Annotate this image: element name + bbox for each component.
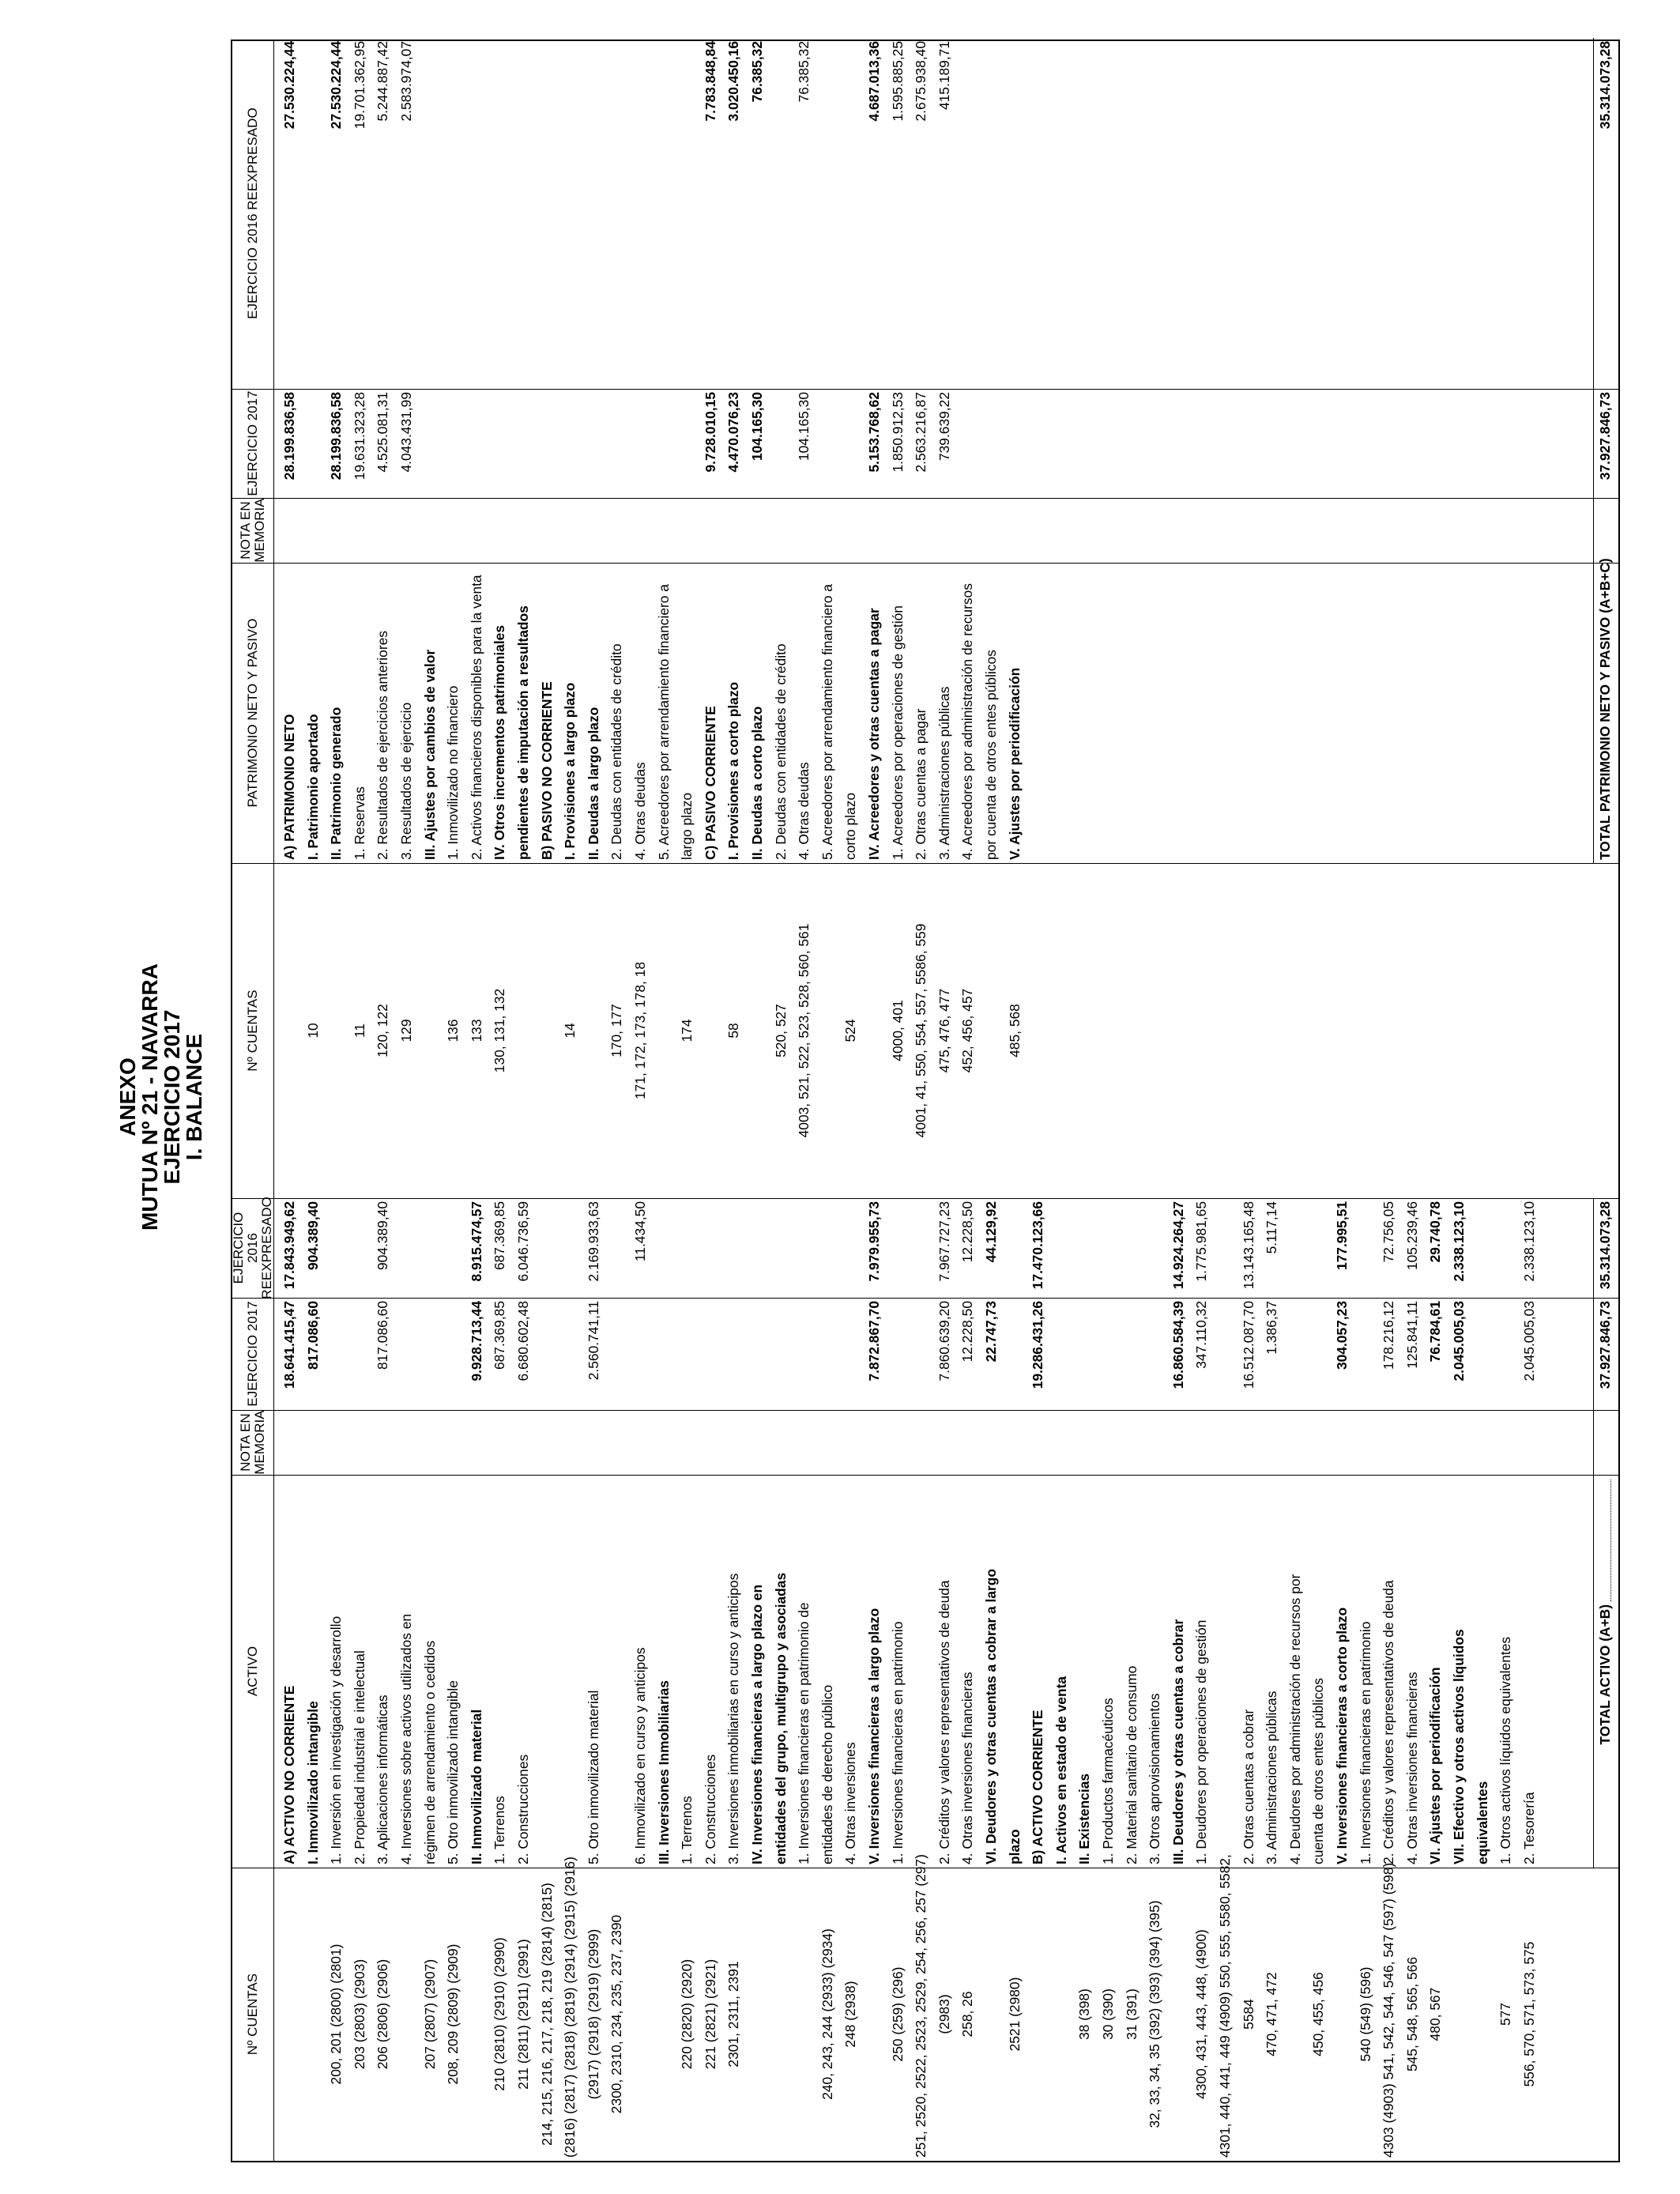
activo-row-v2017: 9.928.713,44	[468, 1301, 484, 1382]
activo-header-2016: EJERCICIO 2016 REEXPRESADO	[231, 1197, 274, 1299]
header-line-4: I. BALANCE	[182, 1033, 206, 1161]
activo-row-cuentas: 4301, 440, 441, 449 (4909) 550, 555, 5580, 5582,	[1217, 1854, 1233, 2158]
pasivo-total-label: TOTAL PATRIMONIO NETO Y PASIVO (A+B+C)	[1597, 558, 1613, 860]
activo-row-cuentas: 2521 (2980)	[1006, 1977, 1023, 2052]
activo-row-cuentas: 4303 (4903) 541, 542, 544, 546, 547 (597) (598)	[1381, 1862, 1397, 2158]
activo-row-v2017: 7.872.867,70	[866, 1301, 882, 1382]
activo-row-v2017: 817.086,60	[304, 1301, 321, 1370]
activo-row-cuentas: 470, 471, 472	[1264, 1972, 1280, 2056]
pasivo-row-v2016: 7.783.848,84	[702, 41, 718, 122]
pasivo-row-cuentas: 10	[304, 1023, 321, 1039]
pasivo-row-v2016: 415.189,71	[936, 41, 952, 111]
activo-row-concepto: IV. Inversiones financieras a largo plazo en	[749, 1584, 765, 1864]
pasivo-row-v2017: 5.153.768,62	[866, 392, 882, 473]
pasivo-row-concepto: 4. Otras deudas	[632, 762, 648, 860]
activo-row-cuentas: (2816) (2817) (2818) (2819) (2914) (2915) (2916)	[562, 1857, 578, 2158]
activo-row-v2017: 12.228,50	[959, 1301, 976, 1363]
header-row-line	[273, 41, 274, 2161]
pasivo-row-cuentas: 11	[351, 1023, 367, 1039]
pasivo-row-concepto: 1. Inmovilizado no financiero	[445, 685, 461, 860]
activo-row-cuentas: 208, 209 (2809) (2909)	[445, 1943, 461, 2085]
activo-row-cuentas: 214, 215, 216, 217, 218, 219 (2814) (2815)	[538, 1883, 555, 2146]
activo-row-v2017: 178.216,12	[1381, 1301, 1397, 1370]
activo-header-concepto: ACTIVO	[245, 1646, 260, 1697]
activo-row-cuentas: 545, 548, 565, 566	[1403, 1956, 1420, 2072]
activo-row-v2017: 347.110,32	[1193, 1301, 1210, 1369]
pasivo-header-2017: EJERCICIO 2017	[245, 390, 260, 496]
activo-row-cuentas: 258, 26	[959, 1991, 976, 2038]
pasivo-row-cuentas: 452, 456, 457	[959, 988, 976, 1073]
pasivo-total-2017: 37.927.846,73	[1597, 392, 1613, 481]
activo-row-concepto: régimen de arrendamiento o cedidos	[421, 1640, 438, 1864]
activo-row-v2017: 304.057,23	[1334, 1301, 1350, 1370]
pasivo-row-v2016: 1.595.885,25	[889, 41, 906, 122]
activo-row-cuentas: 250 (259) (296)	[889, 1966, 906, 2062]
pasivo-row-cuentas: 485, 568	[1006, 1004, 1023, 1057]
pasivo-row-concepto: por cuenta de otros entes públicos	[983, 650, 999, 860]
header-line-1: ANEXO	[115, 1057, 140, 1137]
pasivo-row-concepto: 2. Deudas con entidades de crédito	[608, 643, 625, 860]
pasivo-row-concepto: 2. Resultados de ejercicios anteriores	[375, 631, 391, 860]
pasivo-row-cuentas: 4000, 401	[889, 1000, 906, 1061]
activo-row-concepto: plazo	[1006, 1829, 1023, 1864]
activo-row-v2016: 8.915.474,57	[468, 1201, 484, 1282]
pasivo-row-concepto: IV. Otros incrementos patrimoniales	[492, 624, 508, 860]
pasivo-row-cuentas: 58	[725, 1023, 742, 1039]
activo-row-v2016: 7.979.955,73	[866, 1201, 882, 1282]
pasivo-row-concepto: 4. Acreedores por administración de recursos	[959, 583, 976, 860]
activo-row-concepto: entidades de derecho público	[819, 1684, 835, 1864]
activo-row-concepto: 2. Otras cuentas a cobrar	[1240, 1709, 1256, 1864]
activo-row-concepto: I. Inmovilizado intangible	[304, 1701, 321, 1864]
activo-row-v2017: 6.680.602,48	[515, 1301, 531, 1382]
activo-row-v2017: 22.747,73	[983, 1301, 999, 1363]
activo-row-cuentas: 577	[1497, 2003, 1514, 2026]
activo-row-v2016: 2.169.933,63	[585, 1201, 601, 1282]
activo-row-concepto: 4. Otras inversiones financieras	[1403, 1672, 1420, 1864]
activo-row-concepto: 4. Inversiones sobre activos utilizados en	[398, 1613, 414, 1864]
pasivo-row-v2016: 27.530.224,44	[328, 41, 345, 130]
activo-row-concepto: II. Inmovilizado material	[468, 1709, 484, 1864]
activo-row-concepto: III. Deudores y otras cuentas a cobrar	[1170, 1619, 1186, 1864]
pasivo-row-v2017: 104.165,30	[749, 392, 765, 462]
activo-row-v2017: 2.560.741,11	[585, 1301, 601, 1381]
activo-row-concepto: 4. Deudores por administración de recursos por	[1286, 1574, 1303, 1864]
pasivo-row-v2016: 2.675.938,40	[913, 41, 929, 122]
pasivo-row-concepto: I. Provisiones a largo plazo	[562, 682, 578, 860]
activo-row-v2016: 12.228,50	[959, 1201, 976, 1263]
pasivo-row-concepto: 2. Deudas con entidades de crédito	[772, 643, 789, 860]
pasivo-row-concepto: I. Provisiones a corto plazo	[725, 681, 742, 860]
pasivo-row-concepto: III. Ajustes por cambios de valor	[421, 649, 438, 860]
activo-row-concepto: 1. Terrenos	[492, 1796, 508, 1864]
pasivo-header-cuentas: Nº CUENTAS	[245, 990, 260, 1072]
activo-row-cuentas: 556, 570, 571, 573, 575	[1520, 1941, 1537, 2087]
activo-row-v2016: 44.129,92	[983, 1201, 999, 1263]
activo-row-cuentas: 211 (2811) (2911) (2991)	[515, 1939, 531, 2090]
pasivo-row-concepto: 4. Otras deudas	[796, 762, 812, 860]
pasivo-row-v2016: 2.583.974,07	[398, 41, 414, 122]
activo-row-cuentas: 5584	[1240, 1999, 1256, 2030]
activo-row-v2017: 125.841,11	[1403, 1301, 1420, 1369]
activo-row-cuentas: 210 (2810) (2910) (2990)	[492, 1937, 508, 2091]
activo-total-2016: 35.314.073,28	[1597, 1201, 1613, 1290]
activo-nota-col	[232, 1410, 1618, 1475]
activo-row-concepto: 3. Inversiones inmobiliarias en curso y anticipos	[725, 1573, 742, 1864]
activo-row-cuentas: (2917) (2918) (2919) (2999)	[585, 1928, 601, 2100]
activo-row-cuentas: 248 (2938)	[842, 1981, 859, 2048]
activo-row-cuentas: 480, 567	[1427, 1987, 1444, 2041]
pasivo-row-concepto: A) PATRIMONIO NETO	[281, 714, 297, 860]
activo-header-2017: EJERCICIO 2017	[245, 1301, 260, 1407]
activo-total-label: TOTAL ACTIVO (A+B)	[1597, 1604, 1613, 1745]
pasivo-row-cuentas: 130, 131, 132	[492, 988, 508, 1073]
activo-row-cuentas: 2301, 2311, 2391	[725, 1961, 742, 2068]
balance-table	[231, 40, 1620, 2162]
activo-row-concepto: 6. Inmovilizado en curso y anticipos	[632, 1647, 648, 1864]
activo-row-concepto: 3. Aplicaciones informáticas	[375, 1695, 391, 1864]
activo-row-concepto: 1. Inversiones financieras en patrimonio	[1357, 1621, 1373, 1864]
activo-row-v2017: 7.860.639,20	[936, 1301, 952, 1382]
activo-row-concepto: 2. Construcciones	[515, 1754, 531, 1864]
activo-row-v2017: 2.045.005,03	[1520, 1301, 1537, 1382]
activo-row-v2017: 19.286.431,26	[1030, 1301, 1046, 1389]
pasivo-row-v2017: 2.563.216,87	[913, 392, 929, 473]
activo-row-v2016: 6.046.736,59	[515, 1201, 531, 1282]
pasivo-row-cuentas: 120, 122	[375, 1004, 391, 1057]
activo-row-v2016: 1.775.981,65	[1193, 1201, 1210, 1282]
activo-row-v2016: 17.470.123,66	[1030, 1201, 1046, 1290]
pasivo-row-cuentas: 520, 527	[772, 1004, 789, 1057]
activo-row-cuentas: 220 (2820) (2920)	[679, 1958, 695, 2070]
activo-row-concepto: B) ACTIVO CORRIENTE	[1030, 1710, 1046, 1864]
activo-row-concepto: VII. Efectivo y otros activos líquidos	[1451, 1629, 1467, 1864]
pasivo-row-cuentas: 129	[398, 1019, 414, 1042]
pasivo-row-concepto: IV. Acreedores y otras cuentas a pagar	[866, 608, 882, 860]
pasivo-header-2016: EJERCICIO 2016 REEXPRESADO	[245, 107, 260, 319]
pasivo-row-concepto: II. Patrimonio generado	[328, 707, 345, 860]
activo-row-concepto: 3. Administraciones públicas	[1264, 1691, 1280, 1864]
pasivo-row-v2016: 76.385,32	[749, 41, 765, 103]
pasivo-row-v2016: 27.530.224,44	[281, 41, 297, 130]
pasivo-row-cuentas: 4001, 41, 550, 554, 557, 5586, 559	[913, 923, 929, 1138]
activo-row-concepto: V. Inversiones financieras a largo plazo	[866, 1608, 882, 1864]
pasivo-row-v2017: 4.043.431,99	[398, 392, 414, 473]
activo-row-concepto: 2. Créditos y valores representativos de deuda	[936, 1580, 952, 1864]
pasivo-row-v2016: 76.385,32	[796, 41, 812, 103]
activo-row-concepto: III. Inversiones Inmobiliarias	[655, 1680, 672, 1864]
pasivo-row-concepto: corto plazo	[842, 792, 859, 860]
activo-row-v2016: 29.740,78	[1427, 1201, 1444, 1263]
activo-row-concepto: 1. Inversión en investigación y desarrollo	[328, 1615, 345, 1864]
pasivo-row-concepto: V. Ajustes por periodificación	[1006, 667, 1023, 860]
activo-row-cuentas: 200, 201 (2800) (2801)	[328, 1943, 345, 2085]
pasivo-row-concepto: 3. Resultados de ejercicio	[398, 702, 414, 860]
activo-row-cuentas: 221 (2821) (2921)	[702, 1958, 718, 2070]
pasivo-row-v2016: 3.020.450,16	[725, 41, 742, 122]
activo-row-concepto: 2. Créditos y valores representativos de deuda	[1381, 1580, 1397, 1864]
pasivo-row-concepto: 1. Reservas	[351, 786, 367, 860]
activo-row-concepto: I. Activos en estado de venta	[1053, 1676, 1069, 1864]
pasivo-row-concepto: I. Patrimonio aportado	[304, 714, 321, 860]
document-header	[117, 0, 205, 2194]
pasivo-row-v2016: 19.701.362,95	[351, 41, 367, 130]
activo-row-concepto: A) ACTIVO NO CORRIENTE	[281, 1685, 297, 1864]
pasivo-row-concepto: 1. Acreedores por operaciones de gestión	[889, 605, 906, 860]
pasivo-row-cuentas: 136	[445, 1019, 461, 1042]
activo-row-v2016: 105.239,46	[1403, 1201, 1420, 1271]
activo-header-nota: NOTA EN MEMORIA	[238, 1410, 267, 1475]
activo-row-concepto: equivalentes	[1474, 1781, 1490, 1864]
activo-row-cuentas: 32, 33, 34, 35 (392) (393) (394) (395)	[1147, 1900, 1163, 2128]
activo-row-cuentas: 240, 243, 244 (2933) (2934)	[819, 1928, 835, 2100]
pasivo-row-concepto: II. Deudas a corto plazo	[749, 706, 765, 860]
activo-row-v2016: 72.756,05	[1381, 1201, 1397, 1263]
pasivo-row-v2017: 4.525.081,31	[375, 392, 391, 473]
activo-header-cuentas: Nº CUENTAS	[245, 1973, 260, 2056]
activo-row-v2017: 76.784,61	[1427, 1301, 1444, 1363]
activo-row-v2017: 16.512.087,70	[1240, 1301, 1256, 1389]
pasivo-row-concepto: 3. Administraciones públicas	[936, 686, 952, 860]
pasivo-row-v2017: 104.165,30	[796, 392, 812, 462]
pasivo-row-v2017: 4.470.076,23	[725, 392, 742, 473]
activo-row-concepto: VI. Deudores y otras cuentas a cobrar a largo	[983, 1568, 999, 1864]
activo-row-cuentas: 251, 2520, 2522, 2523, 2529, 254, 256, 257 (297)	[913, 1854, 929, 2158]
activo-row-v2016: 7.967.727,23	[936, 1201, 952, 1282]
pasivo-row-concepto: 2. Otras cuentas a pagar	[913, 708, 929, 860]
pasivo-row-v2017: 1.850.912,53	[889, 392, 906, 473]
pasivo-row-concepto: largo plazo	[679, 792, 695, 860]
pasivo-row-v2016: 5.244.887,42	[375, 41, 391, 122]
pasivo-row-concepto: 5. Acreedores por arrendamiento financiero a	[655, 584, 672, 860]
activo-row-v2017: 16.860.584,39	[1170, 1301, 1186, 1389]
activo-row-concepto: 1. Inversiones financieras en patrimonio	[889, 1621, 906, 1864]
activo-total-leader	[1610, 1480, 1611, 1601]
pasivo-row-cuentas: 133	[468, 1019, 484, 1042]
activo-row-v2016: 2.338.123,10	[1451, 1201, 1467, 1282]
activo-row-concepto: 5. Otro inmovilizado material	[585, 1690, 601, 1864]
pasivo-row-cuentas: 171, 172, 173, 178, 18	[632, 961, 648, 1100]
activo-row-cuentas: 203 (2803) (2903)	[351, 1958, 367, 2070]
activo-row-concepto: II. Existencias	[1076, 1773, 1093, 1864]
pasivo-row-cuentas: 174	[679, 1019, 695, 1042]
pasivo-total-rule	[1593, 38, 1594, 863]
activo-row-concepto: VI. Ajustes por periodificación	[1427, 1667, 1444, 1864]
pasivo-row-concepto: C) PASIVO CORRIENTE	[702, 706, 718, 860]
activo-row-concepto: 4. Otras inversiones financieras	[959, 1672, 976, 1864]
activo-row-v2017: 2.045.005,03	[1451, 1301, 1467, 1382]
pasivo-row-cuentas: 170, 177	[608, 1004, 625, 1057]
activo-row-concepto: 1. Deudores por operaciones de gestión	[1193, 1619, 1210, 1864]
activo-total-2017: 37.927.846,73	[1597, 1301, 1613, 1389]
pasivo-row-concepto: II. Deudas a largo plazo	[585, 707, 601, 860]
activo-row-concepto: V. Inversiones financieras a corto plazo	[1334, 1607, 1350, 1864]
activo-row-cuentas: (2983)	[936, 1994, 952, 2034]
pasivo-header-nota: NOTA EN MEMORIA	[238, 498, 267, 563]
pasivo-row-cuentas: 524	[842, 1019, 859, 1042]
pasivo-row-v2017: 9.728.010,15	[702, 392, 718, 473]
activo-row-concepto: 1. Productos farmacéuticos	[1100, 1698, 1116, 1864]
pasivo-row-v2017: 739.639,22	[936, 392, 952, 462]
activo-row-v2016: 11.434,50	[632, 1201, 648, 1262]
pasivo-row-v2017: 28.199.836,58	[328, 392, 345, 481]
activo-row-v2017: 687.369,85	[492, 1301, 508, 1370]
pasivo-nota-col	[232, 498, 1618, 563]
activo-row-concepto: 3. Otros aprovisionamientos	[1147, 1693, 1163, 1864]
activo-row-v2017: 1.386,37	[1264, 1301, 1280, 1355]
activo-row-cuentas: 207 (2807) (2907)	[421, 1958, 438, 2070]
pasivo-row-cuentas: 14	[562, 1023, 578, 1039]
activo-row-cuentas: 540 (549) (596)	[1357, 1966, 1373, 2062]
activo-row-concepto: 2. Material sanitario de consumo	[1123, 1665, 1139, 1864]
activo-row-cuentas: 31 (391)	[1123, 1989, 1139, 2040]
activo-total-rule	[1593, 1198, 1594, 1868]
activo-row-v2017: 817.086,60	[375, 1301, 391, 1370]
activo-row-v2016: 2.338.123,10	[1520, 1201, 1537, 1282]
pasivo-row-v2017: 19.631.323,28	[351, 392, 367, 481]
header-line-3: EJERCICIO 2017	[160, 1009, 184, 1185]
activo-row-v2017: 18.641.415,47	[281, 1301, 297, 1389]
activo-row-concepto: 2. Tesorería	[1520, 1792, 1537, 1864]
activo-row-cuentas: 2300, 2310, 234, 235, 237, 2390	[608, 1914, 625, 2114]
activo-row-concepto: 2. Construcciones	[702, 1754, 718, 1864]
pasivo-row-cuentas: 4003, 521, 522, 523, 528, 560, 561	[796, 923, 812, 1138]
pasivo-row-concepto: 5. Acreedores por arrendamiento financiero a	[819, 584, 835, 860]
activo-row-concepto: 1. Inversiones financieras en patrimonio de	[796, 1602, 812, 1864]
activo-row-concepto: entidades del grupo, multigrupo y asociadas	[772, 1572, 789, 1864]
activo-row-v2016: 5.117,14	[1264, 1201, 1280, 1254]
activo-row-v2016: 14.924.264,27	[1170, 1201, 1186, 1290]
activo-row-cuentas: 206 (2806) (2906)	[375, 1958, 391, 2070]
activo-row-cuentas: 4300, 431, 443, 448, (4900)	[1193, 1929, 1210, 2099]
pasivo-total-2016: 35.314.073,28	[1597, 41, 1613, 130]
activo-row-v2016: 904.389,40	[304, 1201, 321, 1271]
header-line-2: MUTUA Nº 21 - NAVARRA	[137, 963, 162, 1231]
activo-row-cuentas: 38 (398)	[1076, 1989, 1093, 2040]
activo-row-v2016: 904.389,40	[375, 1201, 391, 1271]
pasivo-row-v2017: 28.199.836,58	[281, 392, 297, 481]
activo-row-cuentas: 450, 455, 456	[1310, 1972, 1327, 2056]
pasivo-header-concepto: PATRIMONIO NETO Y PASIVO	[245, 618, 260, 808]
pasivo-row-concepto: pendientes de imputación a resultados	[515, 605, 531, 860]
pasivo-row-cuentas: 475, 476, 477	[936, 988, 952, 1073]
activo-row-v2016: 687.369,85	[492, 1201, 508, 1271]
activo-row-concepto: 5. Otro inmovilizado intangible	[445, 1680, 461, 1864]
activo-row-concepto: 2. Propiedad industrial e intelectual	[351, 1650, 367, 1864]
activo-row-concepto: 1. Terrenos	[679, 1796, 695, 1864]
pasivo-row-concepto: 2. Activos financieros disponibles para la venta	[468, 575, 484, 860]
pasivo-row-v2016: 4.687.013,36	[866, 41, 882, 122]
activo-row-concepto: cuenta de otros entes públicos	[1310, 1678, 1327, 1864]
pasivo-row-concepto: B) PASIVO NO CORRIENTE	[538, 681, 555, 860]
activo-row-v2016: 17.843.949,62	[281, 1201, 297, 1290]
activo-row-v2016: 13.143.165,48	[1240, 1201, 1256, 1290]
activo-row-concepto: 4. Otras inversiones	[842, 1742, 859, 1864]
activo-row-concepto: 1. Otros activos líquidos equivalentes	[1497, 1636, 1514, 1864]
activo-row-cuentas: 30 (390)	[1100, 1989, 1116, 2040]
activo-row-v2016: 177.995,51	[1334, 1201, 1350, 1271]
